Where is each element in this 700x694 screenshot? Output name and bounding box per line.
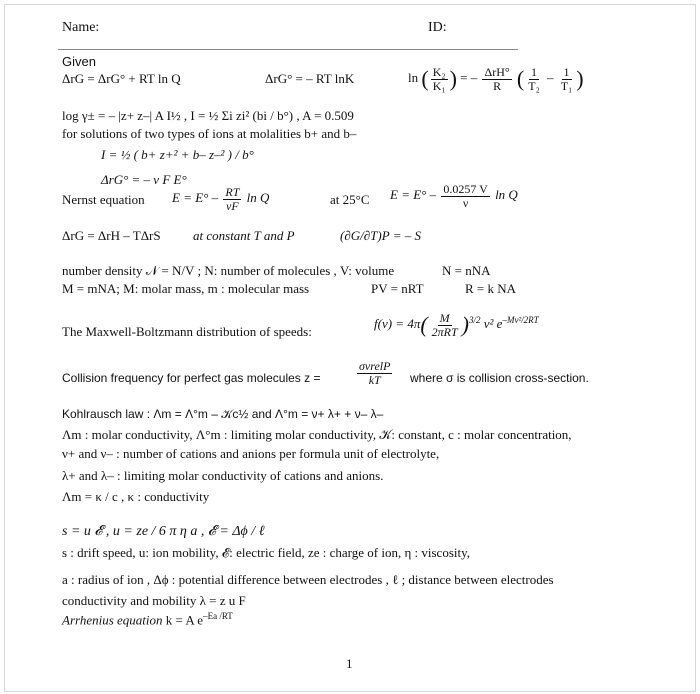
mb-exponent: 3/2 xyxy=(469,314,481,325)
nernst-25c-lnq: ln Q xyxy=(495,187,518,203)
nernst-25c-nu: ν xyxy=(462,195,469,210)
vant-hoff-one-a: 1 xyxy=(531,65,537,79)
vant-hoff-equals: = – xyxy=(460,70,478,86)
maxwell-boltzmann-equation: f(v) = 4π( $\frac{M}{\text{2πRT}}$ )$^{3/2}$ v² $e^{-Mv^2/2RT}$ xyxy=(374,311,539,339)
nernst-25c-label: at 25°C xyxy=(330,192,370,207)
vant-hoff-ln: ln xyxy=(408,70,419,86)
molar-conductivity-definition: Λm : molar conductivity, Λ°m : limiting molar conductivity, 𝒦: constant, c : molar concentration, xyxy=(62,427,572,442)
arrhenius-exponent: –Ea /RT xyxy=(203,611,233,621)
vant-hoff-equation: ln ( $\frac{\text{K₂}}{\text{K₁}}$ ) = – $\frac{\text{ΔrH°}}{R}$ ( $\frac{1}{\text{T₂}}$ – $\frac{1}{\text{T₁}}$ ) xyxy=(408,65,584,93)
nernst-25c-left: E = E° – xyxy=(390,187,437,203)
nernst-25c-voltage: 0.0257 V xyxy=(443,182,488,196)
vant-hoff-enthalpy: ΔrH° xyxy=(484,65,510,79)
page-number: 1 xyxy=(346,656,353,671)
arrhenius-equation: k = A e xyxy=(165,612,204,628)
debye-huckel-equation: log γ± = – |z+ z–| A I½ , I = ½ Σi zi² (bi / b°) , A = 0.509 xyxy=(62,108,354,123)
vant-hoff-k2: K₂ xyxy=(432,65,446,79)
maxwell-boltzmann-label: The Maxwell-Boltzmann distribution of speeds: xyxy=(62,324,312,339)
nernst-rt: RT xyxy=(225,185,240,199)
vant-hoff-t2: T₂ xyxy=(528,78,540,93)
vant-hoff-t1: T₁ xyxy=(560,78,573,93)
kohlrausch-law: Kohlrausch law : Λm = Λ°m – 𝒦c½ and Λ°m = ν+ λ+ + ν– λ– xyxy=(62,407,384,421)
mb-right-exponent: –Mv²/2RT xyxy=(502,314,539,325)
conductivity-definition: Λm = κ / c , κ : conductivity xyxy=(62,489,210,504)
vant-hoff-one-b: 1 xyxy=(563,65,570,79)
header-divider xyxy=(58,49,518,50)
vant-hoff-r: R xyxy=(493,78,502,93)
ion-number-definition: ν+ and ν– : number of cations and anions per formula unit of electrolyte, xyxy=(62,446,440,461)
reaction-gibbs-equation: ΔrG = ΔrG° + RT ln Q xyxy=(62,71,181,86)
collision-denominator: kT xyxy=(368,372,381,387)
arrhenius-line xyxy=(62,611,233,628)
n-equation: N = nNA xyxy=(442,263,491,278)
molar-mass-line: M = mNA; M: molar mass, m : molecular mass xyxy=(62,281,310,296)
nernst-nuf: νF xyxy=(226,198,239,213)
nernst-25c-equation xyxy=(390,183,518,209)
nernst-label: Nernst equation xyxy=(62,192,145,207)
number-density-line: number density 𝒩 = N/V ; N: number of molecules , V: volume xyxy=(62,263,395,278)
vant-hoff-k1: K₁ xyxy=(432,78,446,93)
collision-frequency-fraction xyxy=(355,360,394,386)
mb-right: v² e xyxy=(483,316,503,332)
standard-gibbs-equation: ΔrG° = – RT lnK xyxy=(265,71,355,86)
nernst-equation xyxy=(172,186,269,212)
mb-frac-num: M xyxy=(439,311,450,325)
drift-speed-equation: s = u 𝓔 , u = ze / 6 π η a , 𝓔 = Δϕ / ℓ xyxy=(62,524,265,539)
electrode-definitions: a : radius of ion , Δϕ : potential difference between electrodes , ℓ ; distance between electrodes xyxy=(62,572,554,587)
vant-hoff-minus: – xyxy=(547,70,554,86)
mb-left: f(v) = 4π xyxy=(374,316,421,332)
mobility-definitions: s : drift speed, u: ion mobility, 𝓔: electric field, ze : charge of ion, η : viscosity, xyxy=(62,545,471,560)
two-ion-types-note: for solutions of two types of ions at molalities b+ and b– xyxy=(62,126,357,141)
arrhenius-label: Arrhenius equation xyxy=(62,612,163,628)
dgdt-equation: (∂G/∂T)P = – S xyxy=(340,228,421,243)
mb-frac-den: 2πRT xyxy=(431,324,458,339)
conductivity-mobility-relation: conductivity and mobility λ = z u F xyxy=(62,593,246,608)
ideal-gas-equation: PV = nRT xyxy=(371,281,424,296)
collision-numerator: σvrelP xyxy=(359,359,391,373)
cell-gibbs-equation: ΔrG° = – ν F E° xyxy=(101,172,187,187)
nernst-left: E = E° – xyxy=(172,190,219,206)
name-label: Name: xyxy=(62,20,100,35)
nernst-lnq: ln Q xyxy=(246,190,270,206)
constant-tp-note: at constant T and P xyxy=(193,228,295,243)
collision-frequency-label: Collision frequency for perfect gas molecules z = xyxy=(62,371,321,385)
limiting-ionic-conductivity-definition: λ+ and λ– : limiting molar conductivity of cations and anions. xyxy=(62,468,384,483)
collision-cross-section-note: where σ is collision cross-section. xyxy=(410,371,589,385)
ionic-strength-equation: I = ½ ( b+ z+² + b– z–² ) / b° xyxy=(101,147,254,162)
id-label: ID: xyxy=(428,20,447,35)
gibbs-helmholtz-equation: ΔrG = ΔrH – TΔrS xyxy=(62,228,161,243)
gas-constant-equation: R = k NA xyxy=(465,281,517,296)
given-title: Given xyxy=(62,54,96,69)
